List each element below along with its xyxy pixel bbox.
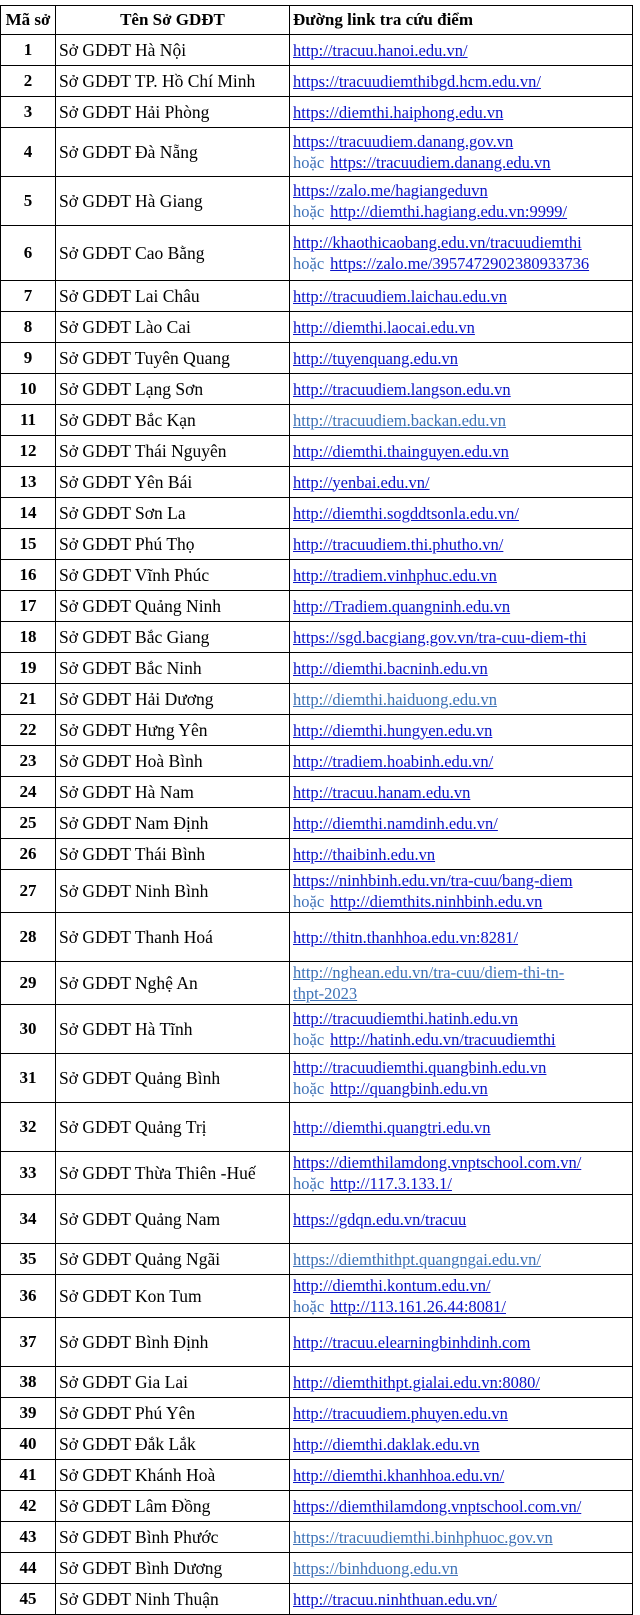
row-department-name: Sở GDĐT Hà Nam xyxy=(56,777,290,808)
row-links-cell xyxy=(290,312,633,343)
row-code: 17 xyxy=(1,591,56,622)
table-row xyxy=(1,374,633,405)
row-code: 25 xyxy=(1,808,56,839)
lookup-link[interactable]: http://yenbai.edu.vn/ xyxy=(293,472,430,492)
row-department-name: Sở GDĐT Phú Thọ xyxy=(56,529,290,560)
row-code: 35 xyxy=(1,1244,56,1275)
row-code: 7 xyxy=(1,281,56,312)
lookup-link[interactable]: http://thaibinh.edu.vn xyxy=(293,844,436,864)
table-row xyxy=(1,684,633,715)
row-code: 23 xyxy=(1,746,56,777)
row-links-cell xyxy=(290,1584,633,1615)
lookup-link[interactable]: http://hatinh.edu.vn/tracuudiemthi xyxy=(330,1030,556,1049)
row-department-name: Sở GDĐT Thái Bình xyxy=(56,839,290,870)
lookup-link[interactable]: https://tracuudiem.danang.edu.vn xyxy=(330,153,551,172)
lookup-link[interactable]: https://ninhbinh.edu.vn/tra-cuu/bang-diem xyxy=(293,871,573,890)
or-label: hoặc xyxy=(293,1030,325,1049)
row-code: 4 xyxy=(1,128,56,177)
lookup-link[interactable]: http://quangbinh.edu.vn xyxy=(330,1079,488,1098)
row-links-cell xyxy=(290,405,633,436)
row-links-cell xyxy=(290,498,633,529)
row-links-cell xyxy=(290,436,633,467)
lookup-link[interactable]: http://diemthi.kontum.edu.vn/ xyxy=(293,1276,491,1295)
link-line xyxy=(293,1078,629,1099)
lookup-link[interactable]: http://diemthi.bacninh.edu.vn xyxy=(293,658,488,678)
row-department-name: Sở GDĐT Kon Tum xyxy=(56,1275,290,1318)
row-code: 1 xyxy=(1,35,56,66)
or-label: hoặc xyxy=(293,892,325,911)
header-code: Mã sở xyxy=(1,6,56,35)
link-line xyxy=(293,1173,629,1194)
or-label: hoặc xyxy=(293,202,325,221)
row-code: 13 xyxy=(1,467,56,498)
lookup-link[interactable]: http://tracuu.hanoi.edu.vn/ xyxy=(293,40,468,60)
row-links-cell xyxy=(290,1460,633,1491)
row-code: 8 xyxy=(1,312,56,343)
table-row xyxy=(1,839,633,870)
lookup-link[interactable]: https://binhduong.edu.vn xyxy=(293,1558,458,1578)
row-links-cell xyxy=(290,97,633,128)
link-line xyxy=(293,983,629,1004)
row-code: 14 xyxy=(1,498,56,529)
row-links-cell xyxy=(290,962,633,1005)
lookup-link[interactable]: http://diemthi.namdinh.edu.vn/ xyxy=(293,813,498,833)
row-code: 27 xyxy=(1,870,56,913)
row-department-name: Sở GDĐT Thừa Thiên -Huế xyxy=(56,1152,290,1195)
lookup-link[interactable]: https://diemthithpt.quangngai.edu.vn/ xyxy=(293,1249,541,1269)
table-row xyxy=(1,1367,633,1398)
lookup-link[interactable]: http://tracuu.elearningbinhdinh.com xyxy=(293,1332,531,1352)
table-row xyxy=(1,715,633,746)
row-code: 32 xyxy=(1,1103,56,1152)
or-label: hoặc xyxy=(293,1297,325,1316)
row-code: 19 xyxy=(1,653,56,684)
row-links-cell xyxy=(290,1054,633,1103)
link-line xyxy=(293,1249,629,1270)
row-department-name: Sở GDĐT Yên Bái xyxy=(56,467,290,498)
link-line xyxy=(293,1008,629,1029)
row-links-cell xyxy=(290,560,633,591)
link-line xyxy=(293,689,629,710)
row-links-cell xyxy=(290,1398,633,1429)
table-row xyxy=(1,529,633,560)
link-line xyxy=(293,1296,629,1317)
link-line xyxy=(293,1209,629,1230)
table-row xyxy=(1,467,633,498)
row-code: 5 xyxy=(1,177,56,226)
row-links-cell xyxy=(290,684,633,715)
lookup-link[interactable]: http://tracuudiemthi.quangbinh.edu.vn xyxy=(293,1058,547,1077)
table-row xyxy=(1,962,633,1005)
row-code: 21 xyxy=(1,684,56,715)
row-code: 6 xyxy=(1,226,56,281)
row-department-name: Sở GDĐT TP. Hồ Chí Minh xyxy=(56,66,290,97)
row-code: 44 xyxy=(1,1553,56,1584)
table-row xyxy=(1,1460,633,1491)
row-links-cell xyxy=(290,177,633,226)
link-line xyxy=(293,1527,629,1548)
link-line xyxy=(293,891,629,912)
link-line xyxy=(293,1465,629,1486)
row-links-cell xyxy=(290,281,633,312)
row-links-cell xyxy=(290,529,633,560)
lookup-link[interactable]: https://zalo.me/3957472902380933736 xyxy=(330,254,590,273)
lookup-link[interactable]: http://tracuudiem.phuyen.edu.vn xyxy=(293,1403,508,1423)
table-row xyxy=(1,808,633,839)
link-line xyxy=(293,1332,629,1353)
row-code: 18 xyxy=(1,622,56,653)
link-line xyxy=(293,180,629,201)
row-code: 37 xyxy=(1,1318,56,1367)
lookup-link[interactable]: http://nghean.edu.vn/tra-cuu/diem-thi-tn- xyxy=(293,963,565,982)
lookup-link[interactable]: https://tracuudiemthibgd.hcm.edu.vn/ xyxy=(293,71,541,91)
row-links-cell xyxy=(290,870,633,913)
row-department-name: Sở GDĐT Hải Dương xyxy=(56,684,290,715)
row-code: 34 xyxy=(1,1195,56,1244)
row-department-name: Sở GDĐT Quảng Ngãi xyxy=(56,1244,290,1275)
lookup-link[interactable]: http://tracuudiem.laichau.edu.vn xyxy=(293,286,507,306)
row-links-cell xyxy=(290,715,633,746)
lookup-link[interactable]: http://diemthi.hagiang.edu.vn:9999/ xyxy=(330,202,568,221)
row-code: 41 xyxy=(1,1460,56,1491)
link-line xyxy=(293,1372,629,1393)
lookup-link[interactable]: http://Tradiem.quangninh.edu.vn xyxy=(293,596,511,616)
row-department-name: Sở GDĐT Hà Giang xyxy=(56,177,290,226)
lookup-link[interactable]: http://tradiem.hoabinh.edu.vn/ xyxy=(293,751,494,771)
table-row xyxy=(1,1584,633,1615)
table-row xyxy=(1,312,633,343)
table-row xyxy=(1,1054,633,1103)
link-line xyxy=(293,71,629,92)
table-row xyxy=(1,746,633,777)
row-links-cell xyxy=(290,1491,633,1522)
row-code: 39 xyxy=(1,1398,56,1429)
table-row xyxy=(1,97,633,128)
row-code: 33 xyxy=(1,1152,56,1195)
row-department-name: Sở GDĐT Bắc Giang xyxy=(56,622,290,653)
row-code: 36 xyxy=(1,1275,56,1318)
link-line xyxy=(293,379,629,400)
row-code: 24 xyxy=(1,777,56,808)
row-department-name: Sở GDĐT Ninh Thuận xyxy=(56,1584,290,1615)
row-code: 11 xyxy=(1,405,56,436)
row-links-cell xyxy=(290,1005,633,1054)
row-department-name: Sở GDĐT Lạng Sơn xyxy=(56,374,290,405)
link-line xyxy=(293,472,629,493)
link-line xyxy=(293,813,629,834)
row-department-name: Sở GDĐT Bắc Ninh xyxy=(56,653,290,684)
link-line xyxy=(293,201,629,222)
header-link: Đường link tra cứu điểm xyxy=(290,6,633,35)
table-body xyxy=(1,35,633,1615)
table-row xyxy=(1,66,633,97)
lookup-link[interactable]: http://tradiem.vinhphuc.edu.vn xyxy=(293,565,497,585)
link-line xyxy=(293,410,629,431)
or-label: hoặc xyxy=(293,254,325,273)
link-line xyxy=(293,782,629,803)
row-links-cell xyxy=(290,1195,633,1244)
row-department-name: Sở GDĐT Sơn La xyxy=(56,498,290,529)
or-label: hoặc xyxy=(293,153,325,172)
row-code: 42 xyxy=(1,1491,56,1522)
table-row xyxy=(1,226,633,281)
link-line xyxy=(293,317,629,338)
link-line xyxy=(293,1057,629,1078)
row-code: 3 xyxy=(1,97,56,128)
row-department-name: Sở GDĐT Bình Phước xyxy=(56,1522,290,1553)
row-code: 30 xyxy=(1,1005,56,1054)
row-links-cell xyxy=(290,374,633,405)
link-line xyxy=(293,565,629,586)
or-label: hoặc xyxy=(293,1174,325,1193)
row-links-cell xyxy=(290,128,633,177)
row-department-name: Sở GDĐT Hải Phòng xyxy=(56,97,290,128)
lookup-link[interactable]: http://diemthi.sogddtsonla.edu.vn/ xyxy=(293,503,519,523)
row-code: 29 xyxy=(1,962,56,1005)
row-department-name: Sở GDĐT Khánh Hoà xyxy=(56,1460,290,1491)
table-row xyxy=(1,1491,633,1522)
row-department-name: Sở GDĐT Hoà Bình xyxy=(56,746,290,777)
row-code: 9 xyxy=(1,343,56,374)
link-line xyxy=(293,441,629,462)
link-line xyxy=(293,1275,629,1296)
row-code: 22 xyxy=(1,715,56,746)
lookup-link[interactable]: http://diemthi.quangtri.edu.vn xyxy=(293,1117,491,1137)
row-department-name: Sở GDĐT Lào Cai xyxy=(56,312,290,343)
row-department-name: Sở GDĐT Hà Tĩnh xyxy=(56,1005,290,1054)
lookup-link[interactable]: https://zalo.me/hagiangeduvn xyxy=(293,181,488,200)
row-links-cell xyxy=(290,777,633,808)
row-links-cell xyxy=(290,591,633,622)
link-line xyxy=(293,253,629,274)
lookup-link[interactable]: http://117.3.133.1/ xyxy=(330,1174,452,1193)
row-department-name: Sở GDĐT Nghệ An xyxy=(56,962,290,1005)
row-department-name: Sở GDĐT Quảng Trị xyxy=(56,1103,290,1152)
row-links-cell xyxy=(290,66,633,97)
lookup-link[interactable]: http://tracuudiemthi.hatinh.edu.vn xyxy=(293,1009,518,1028)
row-department-name: Sở GDĐT Đắk Lắk xyxy=(56,1429,290,1460)
link-line xyxy=(293,1558,629,1579)
link-line xyxy=(293,131,629,152)
lookup-link[interactable]: http://diemthi.hungyen.edu.vn xyxy=(293,720,493,740)
table-row xyxy=(1,1195,633,1244)
lookup-link[interactable]: http://tracuudiem.langson.edu.vn xyxy=(293,379,511,399)
link-line xyxy=(293,596,629,617)
table-row xyxy=(1,913,633,962)
link-line xyxy=(293,627,629,648)
link-line xyxy=(293,1152,629,1173)
lookup-link[interactable]: https://tracuudiem.danang.gov.vn xyxy=(293,132,514,151)
row-links-cell xyxy=(290,808,633,839)
table-row xyxy=(1,653,633,684)
row-code: 2 xyxy=(1,66,56,97)
lookup-link[interactable]: http://thitn.thanhhoa.edu.vn:8281/ xyxy=(293,927,519,947)
lookup-link[interactable]: https://gdqn.edu.vn/tracuu xyxy=(293,1209,467,1229)
row-links-cell xyxy=(290,653,633,684)
table-row xyxy=(1,1429,633,1460)
link-line xyxy=(293,1434,629,1455)
row-department-name: Sở GDĐT Quảng Bình xyxy=(56,1054,290,1103)
row-links-cell xyxy=(290,1244,633,1275)
row-code: 16 xyxy=(1,560,56,591)
row-department-name: Sở GDĐT Lai Châu xyxy=(56,281,290,312)
row-links-cell xyxy=(290,1367,633,1398)
lookup-link[interactable]: thpt-2023 xyxy=(293,984,358,1003)
table-row xyxy=(1,35,633,66)
row-code: 12 xyxy=(1,436,56,467)
table-row xyxy=(1,281,633,312)
link-line xyxy=(293,40,629,61)
row-links-cell xyxy=(290,343,633,374)
table-row xyxy=(1,1244,633,1275)
row-department-name: Sở GDĐT Lâm Đồng xyxy=(56,1491,290,1522)
lookup-link[interactable]: http://tracuu.ninhthuan.edu.vn/ xyxy=(293,1589,497,1609)
row-links-cell xyxy=(290,839,633,870)
row-links-cell xyxy=(290,1429,633,1460)
row-code: 15 xyxy=(1,529,56,560)
row-links-cell xyxy=(290,1275,633,1318)
row-links-cell xyxy=(290,1522,633,1553)
row-department-name: Sở GDĐT Cao Bằng xyxy=(56,226,290,281)
link-line xyxy=(293,658,629,679)
table-row xyxy=(1,177,633,226)
link-line xyxy=(293,1403,629,1424)
link-line xyxy=(293,152,629,173)
table-row xyxy=(1,1103,633,1152)
table-row xyxy=(1,560,633,591)
row-links-cell xyxy=(290,622,633,653)
lookup-link[interactable]: http://tracuudiem.backan.edu.vn xyxy=(293,410,507,430)
table-row xyxy=(1,1522,633,1553)
row-code: 43 xyxy=(1,1522,56,1553)
lookup-link[interactable]: https://sgd.bacgiang.gov.vn/tra-cuu-diem-thi xyxy=(293,627,587,647)
lookup-link[interactable]: https://tracuudiemthi.binhphuoc.gov.vn xyxy=(293,1527,553,1547)
lookup-link[interactable]: http://diemthits.ninhbinh.edu.vn xyxy=(330,892,543,911)
row-code: 31 xyxy=(1,1054,56,1103)
lookup-link[interactable]: https://diemthilamdong.vnptschool.com.vn/ xyxy=(293,1496,582,1516)
table-row xyxy=(1,777,633,808)
score-lookup-table xyxy=(0,5,633,1615)
table-row xyxy=(1,1318,633,1367)
table-row xyxy=(1,1005,633,1054)
row-links-cell xyxy=(290,1152,633,1195)
link-line xyxy=(293,962,629,983)
link-line xyxy=(293,534,629,555)
lookup-link[interactable]: http://diemthi.daklak.edu.vn xyxy=(293,1434,480,1454)
row-department-name: Sở GDĐT Hà Nội xyxy=(56,35,290,66)
row-code: 28 xyxy=(1,913,56,962)
row-department-name: Sở GDĐT Quảng Ninh xyxy=(56,591,290,622)
row-code: 38 xyxy=(1,1367,56,1398)
row-links-cell xyxy=(290,467,633,498)
link-line xyxy=(293,102,629,123)
table-row xyxy=(1,436,633,467)
link-line xyxy=(293,1117,629,1138)
table-row xyxy=(1,1275,633,1318)
or-label: hoặc xyxy=(293,1079,325,1098)
link-line xyxy=(293,720,629,741)
row-links-cell xyxy=(290,746,633,777)
row-links-cell xyxy=(290,226,633,281)
link-line xyxy=(293,751,629,772)
link-line xyxy=(293,927,629,948)
row-department-name: Sở GDĐT Quảng Nam xyxy=(56,1195,290,1244)
lookup-link[interactable]: https://diemthi.haiphong.edu.vn xyxy=(293,102,504,122)
row-department-name: Sở GDĐT Hưng Yên xyxy=(56,715,290,746)
row-code: 40 xyxy=(1,1429,56,1460)
row-code: 10 xyxy=(1,374,56,405)
lookup-link[interactable]: http://diemthi.haiduong.edu.vn xyxy=(293,689,497,709)
lookup-link[interactable]: http://113.161.26.44:8081/ xyxy=(330,1297,507,1316)
lookup-link[interactable]: http://diemthi.khanhhoa.edu.vn/ xyxy=(293,1465,505,1485)
table-header-row xyxy=(1,6,633,35)
row-department-name: Sở GDĐT Thái Nguyên xyxy=(56,436,290,467)
table-row xyxy=(1,343,633,374)
row-links-cell xyxy=(290,913,633,962)
table-row xyxy=(1,870,633,913)
lookup-link[interactable]: http://khaothicaobang.edu.vn/tracuudiemthi xyxy=(293,233,582,252)
lookup-link[interactable]: http://diemthi.thainguyen.edu.vn xyxy=(293,441,509,461)
table-row xyxy=(1,128,633,177)
link-line xyxy=(293,286,629,307)
table-row xyxy=(1,405,633,436)
link-line xyxy=(293,844,629,865)
row-department-name: Sở GDĐT Vĩnh Phúc xyxy=(56,560,290,591)
row-department-name: Sở GDĐT Thanh Hoá xyxy=(56,913,290,962)
header-name: Tên Sở GDĐT xyxy=(56,6,290,35)
row-department-name: Sở GDĐT Bình Định xyxy=(56,1318,290,1367)
lookup-link[interactable]: http://tracuu.hanam.edu.vn xyxy=(293,782,471,802)
row-department-name: Sở GDĐT Bắc Kạn xyxy=(56,405,290,436)
row-links-cell xyxy=(290,35,633,66)
row-links-cell xyxy=(290,1103,633,1152)
row-department-name: Sở GDĐT Đà Nẵng xyxy=(56,128,290,177)
lookup-link[interactable]: http://tracuudiem.thi.phutho.vn/ xyxy=(293,534,504,554)
link-line xyxy=(293,870,629,891)
link-line xyxy=(293,1029,629,1050)
link-line xyxy=(293,348,629,369)
row-links-cell xyxy=(290,1318,633,1367)
lookup-link[interactable]: http://diemthi.laocai.edu.vn xyxy=(293,317,475,337)
lookup-link[interactable]: http://diemthithpt.gialai.edu.vn:8080/ xyxy=(293,1372,541,1392)
row-code: 45 xyxy=(1,1584,56,1615)
row-department-name: Sở GDĐT Gia Lai xyxy=(56,1367,290,1398)
row-code: 26 xyxy=(1,839,56,870)
table-row xyxy=(1,622,633,653)
link-line xyxy=(293,232,629,253)
row-department-name: Sở GDĐT Tuyên Quang xyxy=(56,343,290,374)
table-row xyxy=(1,1398,633,1429)
lookup-link[interactable]: http://tuyenquang.edu.vn xyxy=(293,348,458,368)
link-line xyxy=(293,1496,629,1517)
table-row xyxy=(1,498,633,529)
row-department-name: Sở GDĐT Phú Yên xyxy=(56,1398,290,1429)
link-line xyxy=(293,1589,629,1610)
row-department-name: Sở GDĐT Ninh Bình xyxy=(56,870,290,913)
lookup-link[interactable]: https://diemthilamdong.vnptschool.com.vn/ xyxy=(293,1153,582,1172)
table-row xyxy=(1,1152,633,1195)
row-department-name: Sở GDĐT Bình Dương xyxy=(56,1553,290,1584)
table-row xyxy=(1,591,633,622)
row-department-name: Sở GDĐT Nam Định xyxy=(56,808,290,839)
link-line xyxy=(293,503,629,524)
